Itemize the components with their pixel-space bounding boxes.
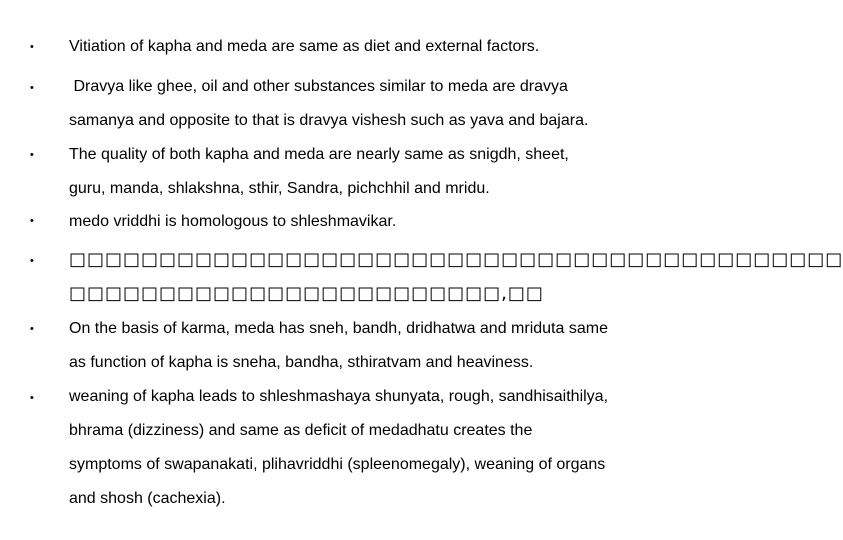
list-item-line: medo vriddhi is homologous to shleshmavikar.: [69, 213, 397, 230]
bullet-marker: •: [30, 392, 34, 404]
list-item-4: [69, 205, 709, 239]
bullet-marker: •: [30, 82, 34, 94]
list-item-line: □□□□□□□□□□□□□□□□□□□□□□□□□□□□□□□□□□□□□□□□□□□: [69, 249, 843, 270]
list-item-line: On the basis of karma, meda has sneh, bandh, dridhatwa and mriduta same: [69, 320, 608, 337]
list-item-6: [69, 312, 709, 380]
bullet-marker: •: [30, 323, 34, 335]
bullet-marker: •: [30, 255, 34, 267]
list-item-line: Vitiation of kapha and meda are same as diet and external factors.: [69, 38, 540, 55]
list-item-3: [69, 138, 709, 206]
bullet-marker: •: [30, 149, 34, 161]
list-item-line: bhrama (dizziness) and same as deficit of medadhatu creates the: [69, 422, 533, 439]
bullet-marker: •: [30, 215, 34, 227]
list-item-line: weaning of kapha leads to shleshmashaya shunyata, rough, sandhisaithilya,: [69, 388, 609, 405]
list-item-line: samanya and opposite to that is dravya vishesh such as yava and bajara.: [69, 112, 589, 129]
list-item-2: [69, 70, 709, 138]
list-item-line: Dravya like ghee, oil and other substances similar to meda are dravya: [69, 78, 568, 95]
list-item-7: [69, 380, 709, 516]
list-item-1: [69, 30, 709, 64]
list-item-line: symptoms of swapanakati, plihavriddhi (spleenomegaly), weaning of organs: [69, 456, 606, 473]
bullet-marker: •: [30, 41, 34, 53]
list-item-5: [69, 243, 843, 311]
list-item-line: The quality of both kapha and meda are nearly same as snigdh, sheet,: [69, 146, 569, 163]
list-item-line: as function of kapha is sneha, bandha, sthiratvam and heaviness.: [69, 354, 534, 371]
list-item-line: guru, manda, shlakshna, sthir, Sandra, pichchhil and mridu.: [69, 180, 490, 197]
list-item-line: and shosh (cachexia).: [69, 490, 226, 507]
list-item-line: □□□□□□□□□□□□□□□□□□□□□□□□,□□: [69, 283, 544, 304]
